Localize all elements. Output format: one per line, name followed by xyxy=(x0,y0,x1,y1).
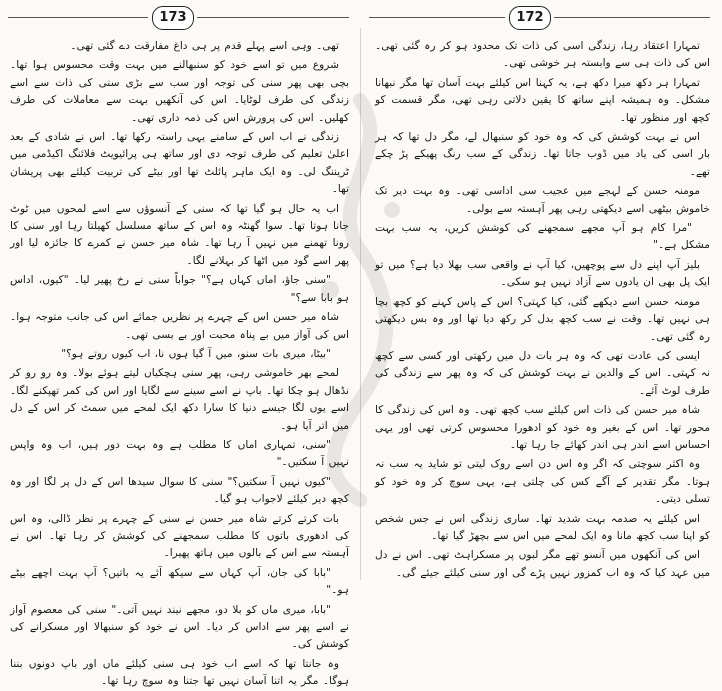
page-number: 173 xyxy=(152,6,194,30)
paragraph: اس نے بہت کوشش کی کہ وہ خود کو سنبھال لے، مگر دل تھا کہ ہر بار اسی کی یاد میں ڈوب جاتا تھا۔ زندگی کے سب رنگ پھیکے پڑ چکے تھے۔ xyxy=(375,131,710,178)
paragraph: اب یہ حال ہو گیا تھا کہ سنی کے آنسوؤں سے اسے لمحوں میں ٹوٹ جانا ہوتا تھا۔ سوا گھنٹہ وہ اس کے ساتھ مسلسل کھیلتا رہا اور سنی کا رونا تھمنے میں نہیں آ رہا تھا۔ شاہ میر حسن نے کمرے کا جائزہ لیا اور پھر اسے گود میں اٹھا کر بہلانے لگا۔ xyxy=(10,202,349,267)
paragraph: "مرا کام ہو آپ مجھے سمجھنے کی کوشش کریں، یہ سب بہت مشکل ہے۔" xyxy=(375,222,710,252)
header-rule xyxy=(554,17,710,18)
paragraph: "کیوں نہیں آ سکتیں؟" سنی کا سوال سیدھا اس کے دل پر لگا اور وہ کچھ دیر کیلئے لاجواب ہو گیا۔ xyxy=(10,475,349,506)
paragraph: تمہارا اعتقاد رہا، زندگی اسی کی ذات تک محدود ہو کر رہ گئی تھی۔ اس کی ذات ہی سے وابستہ ہر خوشی تھی۔ xyxy=(375,40,710,70)
page-number: 172 xyxy=(509,6,551,30)
right-page xyxy=(361,0,722,580)
header-rule xyxy=(197,17,349,18)
paragraph: اس کی آنکھوں میں آنسو تھے مگر لبوں پر مسکراہٹ تھی۔ اس نے دل میں عہد کیا کہ وہ اب کمزور نہیں پڑے گی اور سنی کیلئے جیئے گی۔ xyxy=(375,549,710,579)
page-text xyxy=(10,38,349,691)
paragraph: شروع میں تو اسے خود کو سنبھالنے میں بہت وقت محسوس ہوا تھا۔ بچی بھی پھر سنی کی توجہ اور سب سے بڑی سنی کی ذات سے اسے زندگی کی طرف لوٹایا۔ اس کی آنکھیں بہت سے معاملات کی طرف کھلیں۔ اس کی پرورش اس کی ذمہ داری تھی۔ xyxy=(10,59,349,124)
paragraph: مومنہ حسن کے لہجے میں عجیب سی اداسی تھی۔ وہ بہت دیر تک خاموش بیٹھی اسے دیکھتی رہی پھر آہستہ سے بولی۔ xyxy=(375,185,710,215)
paragraph: اس کیلئے یہ صدمہ بہت شدید تھا۔ ساری زندگی اس نے جس شخص کو اپنا سب کچھ مانا وہ ایک لمحے میں اس سے بچھڑ گیا تھا۔ xyxy=(375,512,710,542)
paragraph: "بابا، میری ماں کو بلا دو، مجھے نیند نہیں آتی۔" سنی کی معصوم آواز نے اسے پھر سے اداس کر دیا۔ اس نے خود کو سنبھالا اور مسکرانے کی کوشش کی۔ xyxy=(10,603,349,651)
paragraph: وہ اکثر سوچتی کہ اگر وہ اس دن اسے روک لیتی تو شاید یہ سب نہ ہوتا۔ مگر تقدیر کے آگے کس کی چلتی ہے، یہی سوچ کر وہ خود کو تسلی دیتی۔ xyxy=(375,458,710,506)
paragraph: تھی۔ وہی اسے پہلے قدم پر ہی داغ مفارقت دے گئی تھی۔ xyxy=(70,40,339,52)
paragraph: "بابا کی جان، آپ کہاں سے سیکھ آئے یہ باتیں؟ آپ بہت اچھے بیٹے ہو۔" xyxy=(10,566,349,597)
paragraph: تمہارا ہر دکھ میرا دکھ ہے، یہ کہنا اس کیلئے بہت آسان تھا مگر نبھانا مشکل۔ وہ ہمیشہ اپنے ساتھ کا یقین دلاتی رہی تھی، مگر قسمت کو کچھ اور منظور تھا۔ xyxy=(375,76,710,124)
paragraph: شاہ میر حسن کی ذات اس کیلئے سب کچھ تھی۔ وہ اس کی زندگی کا محور تھا۔ اس کے بغیر وہ خود کو ادھورا محسوس کرتی تھی اور یہی احساس اسے اندر ہی اندر کھائے جا رہا تھا۔ xyxy=(375,404,710,451)
paragraph: "سنی جاؤ، اماں کہاں ہے؟" جواباً سنی نے رخ پھیر لیا۔ "کیوں، اداس ہو بابا سے؟" xyxy=(10,274,349,304)
paragraph: زندگی نے اب اس کے سامنے یہی راستہ رکھا تھا۔ اس نے شادی کے بعد اعلیٰ تعلیم کی طرف توجہ دی اور ساتھ ہی پرائیویٹ فلائنگ اکیڈمی میں ٹریننگ لی۔ وہ ایک ماہر پائلٹ تھا اور بیٹے کی تربیت کیلئے بھی پریشان تھا۔ xyxy=(10,131,349,196)
page-text xyxy=(375,38,710,582)
header-rule xyxy=(369,17,505,18)
header-rule xyxy=(8,17,148,18)
paragraph: ایسی کی عادت تھی کہ وہ ہر بات دل میں رکھتی اور کسی سے کچھ نہ کہتی۔ اس کے والدین نے بہت کوشش کی کہ وہ پھر سے زندگی کی طرف لوٹ آئے۔ xyxy=(375,349,710,397)
paragraph: "بیٹا، میری بات سنو، میں آ گیا ہوں نا، اب کیوں روتے ہو؟" xyxy=(61,347,331,360)
left-page xyxy=(0,0,361,688)
paragraph: بلیز آپ اپنے دل سے پوچھیں، کیا آپ نے واقعی سب بھلا دیا ہے؟ میں تو ایک پل بھی ان یادوں سے آزاد نہیں ہو سکی۔ xyxy=(375,258,710,289)
paragraph: وہ جانتا تھا کہ اسے اب خود ہی سنی کیلئے ماں اور باپ دونوں بننا ہوگا۔ مگر یہ اتنا آسان نہیں تھا جتنا وہ سوچ رہا تھا۔ xyxy=(10,657,349,688)
paragraph: "سنی، تمہاری اماں کا مطلب ہے وہ بہت دور ہیں، اب وہ واپس نہیں آ سکتیں۔" xyxy=(10,438,349,469)
paragraph: بات کرتے کرتے شاہ میر حسن نے سنی کے چہرے پر نظر ڈالی، وہ اس کی ادھوری باتوں کا مطلب سمجھنے کی کوشش کر رہا تھا۔ اس نے آہستہ سے اس کے بالوں میں ہاتھ پھیرا۔ xyxy=(10,512,349,560)
paragraph: مومنہ حسن اسے دیکھے گئی، کیا کہتی؟ اس کے پاس کہنے کو کچھ بچا ہی نہیں تھا۔ وقت نے سب کچھ بدل کر رکھ دیا تھا اور وہ بس دیکھتی رہ گئی تھی۔ xyxy=(375,295,710,343)
paragraph: لمحے بھر خاموشی رہی، پھر سنی ہچکیاں لیتے ہوئے بولا۔ وہ رو رو کر نڈھال ہو چکا تھا۔ باپ نے اسے سینے سے لگایا اور اس کی کمر تھپکنے لگا۔ اسے یوں لگا جیسے دنیا کا سارا دکھ ایک لمحے میں سمٹ کر اس کے دل میں اتر آیا ہو۔ xyxy=(10,367,349,432)
paragraph: شاہ میر حسن اس کے چہرے پر نظریں جمائے اس کی جانب متوجہ ہوا۔ اس کی آواز میں بے پناہ محبت اور بے بسی تھی۔ xyxy=(10,311,349,341)
